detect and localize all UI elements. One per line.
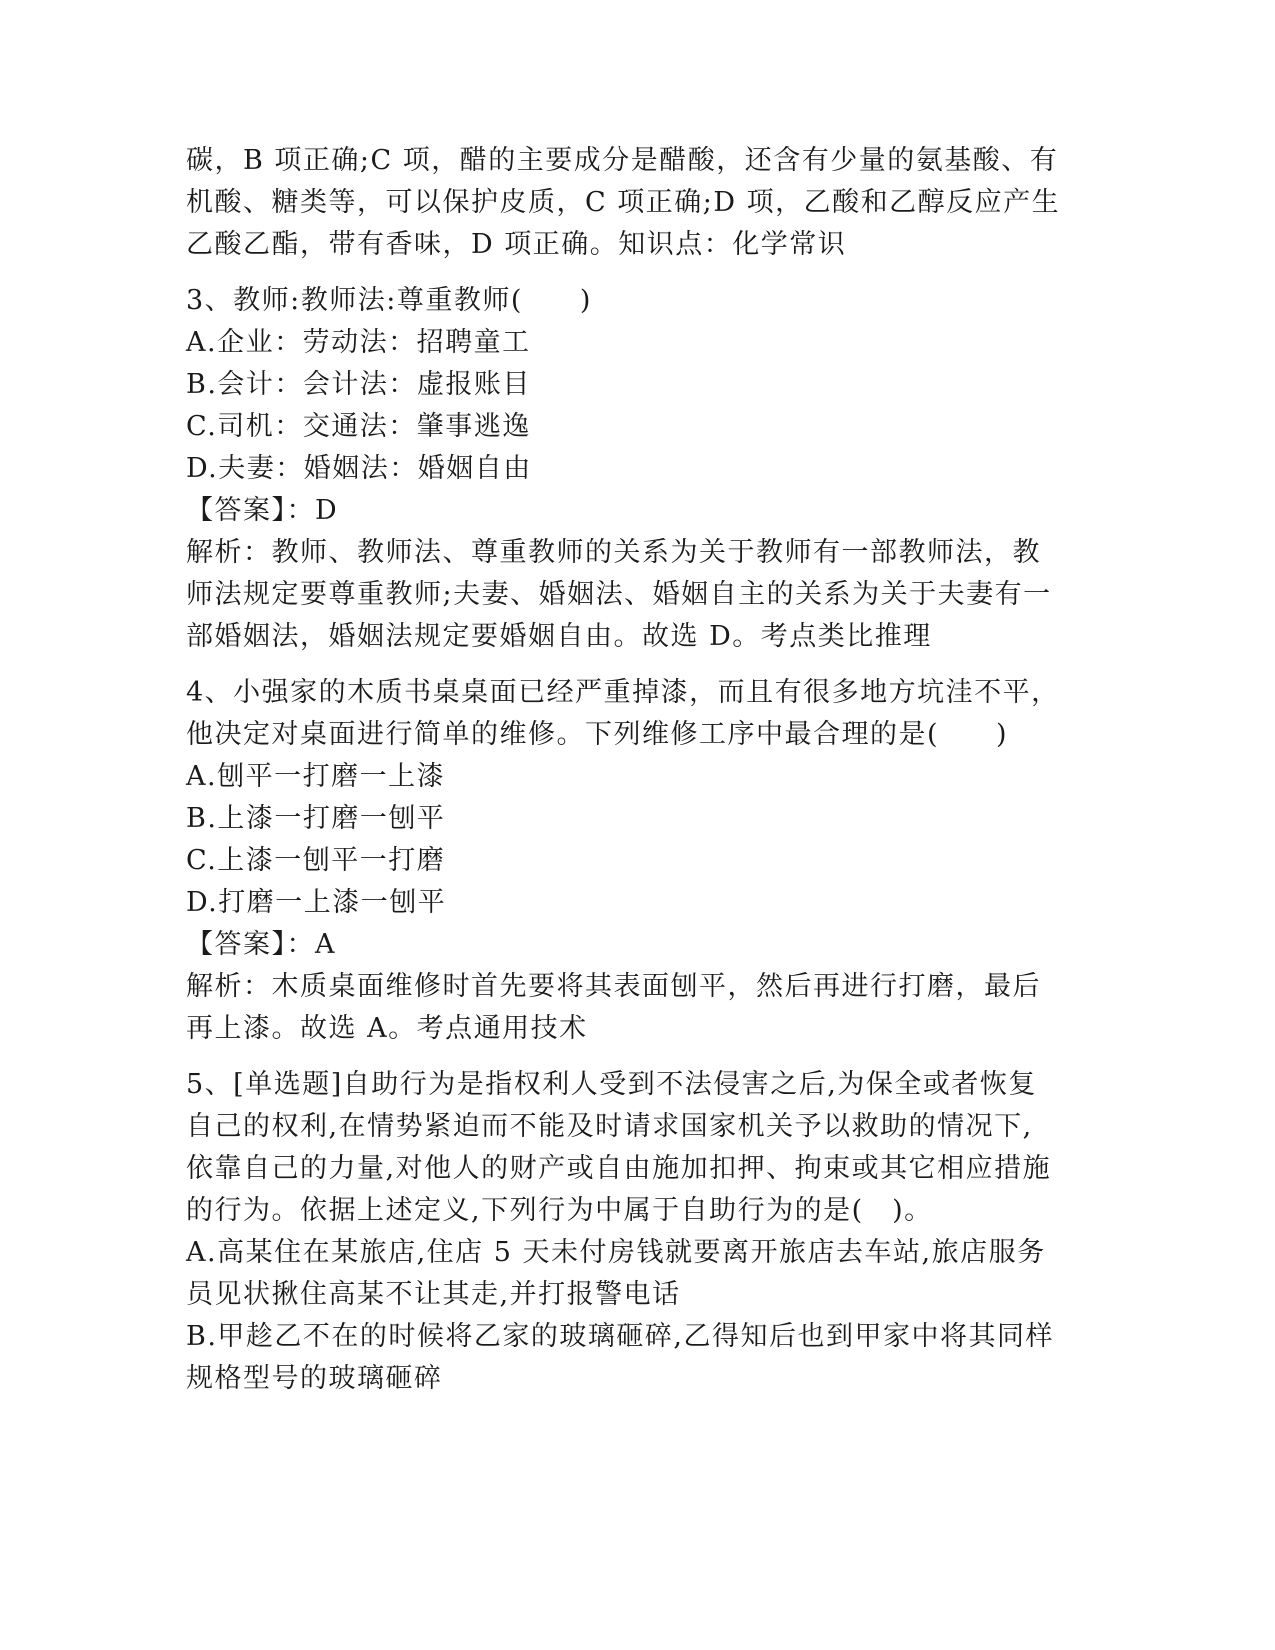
question-4	[186, 672, 1066, 1050]
question-stem: 依靠自己的力量,对他人的财产或自由施加扣押、拘束或其它相应措施	[186, 1153, 1052, 1184]
option-a: A.企业：劳动法：招聘童工	[186, 327, 531, 358]
explanation-line: 解析：教师、教师法、尊重教师的关系为关于教师有一部教师法，教	[186, 537, 1041, 568]
answer-line: 【答案】：A	[186, 929, 336, 960]
text-line: 机酸、糖类等，可以保护皮质，C 项正确;D 项，乙酸和乙醇反应产生	[186, 187, 1061, 218]
question-stem: 3、教师:教师法:尊重教师( )	[186, 285, 592, 316]
question-stem: 的行为。依据上述定义,下列行为中属于自助行为的是( )。	[186, 1195, 933, 1226]
explanation-line: 部婚姻法，婚姻法规定要婚姻自由。故选 D。考点类比推理	[186, 621, 932, 652]
text-line: 碳，B 项正确;C 项，醋的主要成分是醋酸，还含有少量的氨基酸、有	[186, 145, 1059, 176]
option-b: B.甲趁乙不在的时候将乙家的玻璃砸碎,乙得知后也到甲家中将其同样	[186, 1321, 1055, 1352]
option-b: B.上漆一打磨一刨平	[186, 803, 446, 834]
answer-line: 【答案】：D	[186, 495, 339, 526]
question-stem: 5、[单选题]自助行为是指权利人受到不法侵害之后,为保全或者恢复	[186, 1069, 1037, 1100]
option-d: D.夫妻：婚姻法：婚姻自由	[186, 453, 532, 484]
option-b: 规格型号的玻璃砸碎	[186, 1363, 443, 1394]
question-stem: 自己的权利,在情势紧迫而不能及时请求国家机关予以救助的情况下,	[186, 1111, 1033, 1142]
option-a: A.高某住在某旅店,住店 5 天未付房钱就要离开旅店去车站,旅店服务	[186, 1237, 1046, 1268]
question-stem: 4、小强家的木质书桌桌面已经严重掉漆，而且有很多地方坑洼不平，	[186, 677, 1060, 708]
option-d: D.打磨一上漆一刨平	[186, 887, 447, 918]
explanation-line: 解析：木质桌面维修时首先要将其表面刨平，然后再进行打磨，最后	[186, 971, 1041, 1002]
option-a: 员见状揪住高某不让其走,并打报警电话	[186, 1279, 681, 1310]
document-body	[186, 140, 1066, 1414]
option-c: C.上漆一刨平一打磨	[186, 845, 446, 876]
explanation-line: 师法规定要尊重教师;夫妻、婚姻法、婚姻自主的关系为关于夫妻有一	[186, 579, 1052, 610]
option-c: C.司机：交通法：肇事逃逸	[186, 411, 531, 442]
question-3	[186, 280, 1066, 658]
question-stem: 他决定对桌面进行简单的维修。下列维修工序中最合理的是( )	[186, 719, 1009, 750]
question-5	[186, 1064, 1066, 1400]
text-line: 乙酸乙酯，带有香味，D 项正确。知识点：化学常识	[186, 229, 847, 260]
paragraph-chemistry-explanation	[186, 140, 1066, 266]
option-b: B.会计：会计法：虚报账目	[186, 369, 531, 400]
explanation-line: 再上漆。故选 A。考点通用技术	[186, 1013, 588, 1044]
option-a: A.刨平一打磨一上漆	[186, 761, 446, 792]
